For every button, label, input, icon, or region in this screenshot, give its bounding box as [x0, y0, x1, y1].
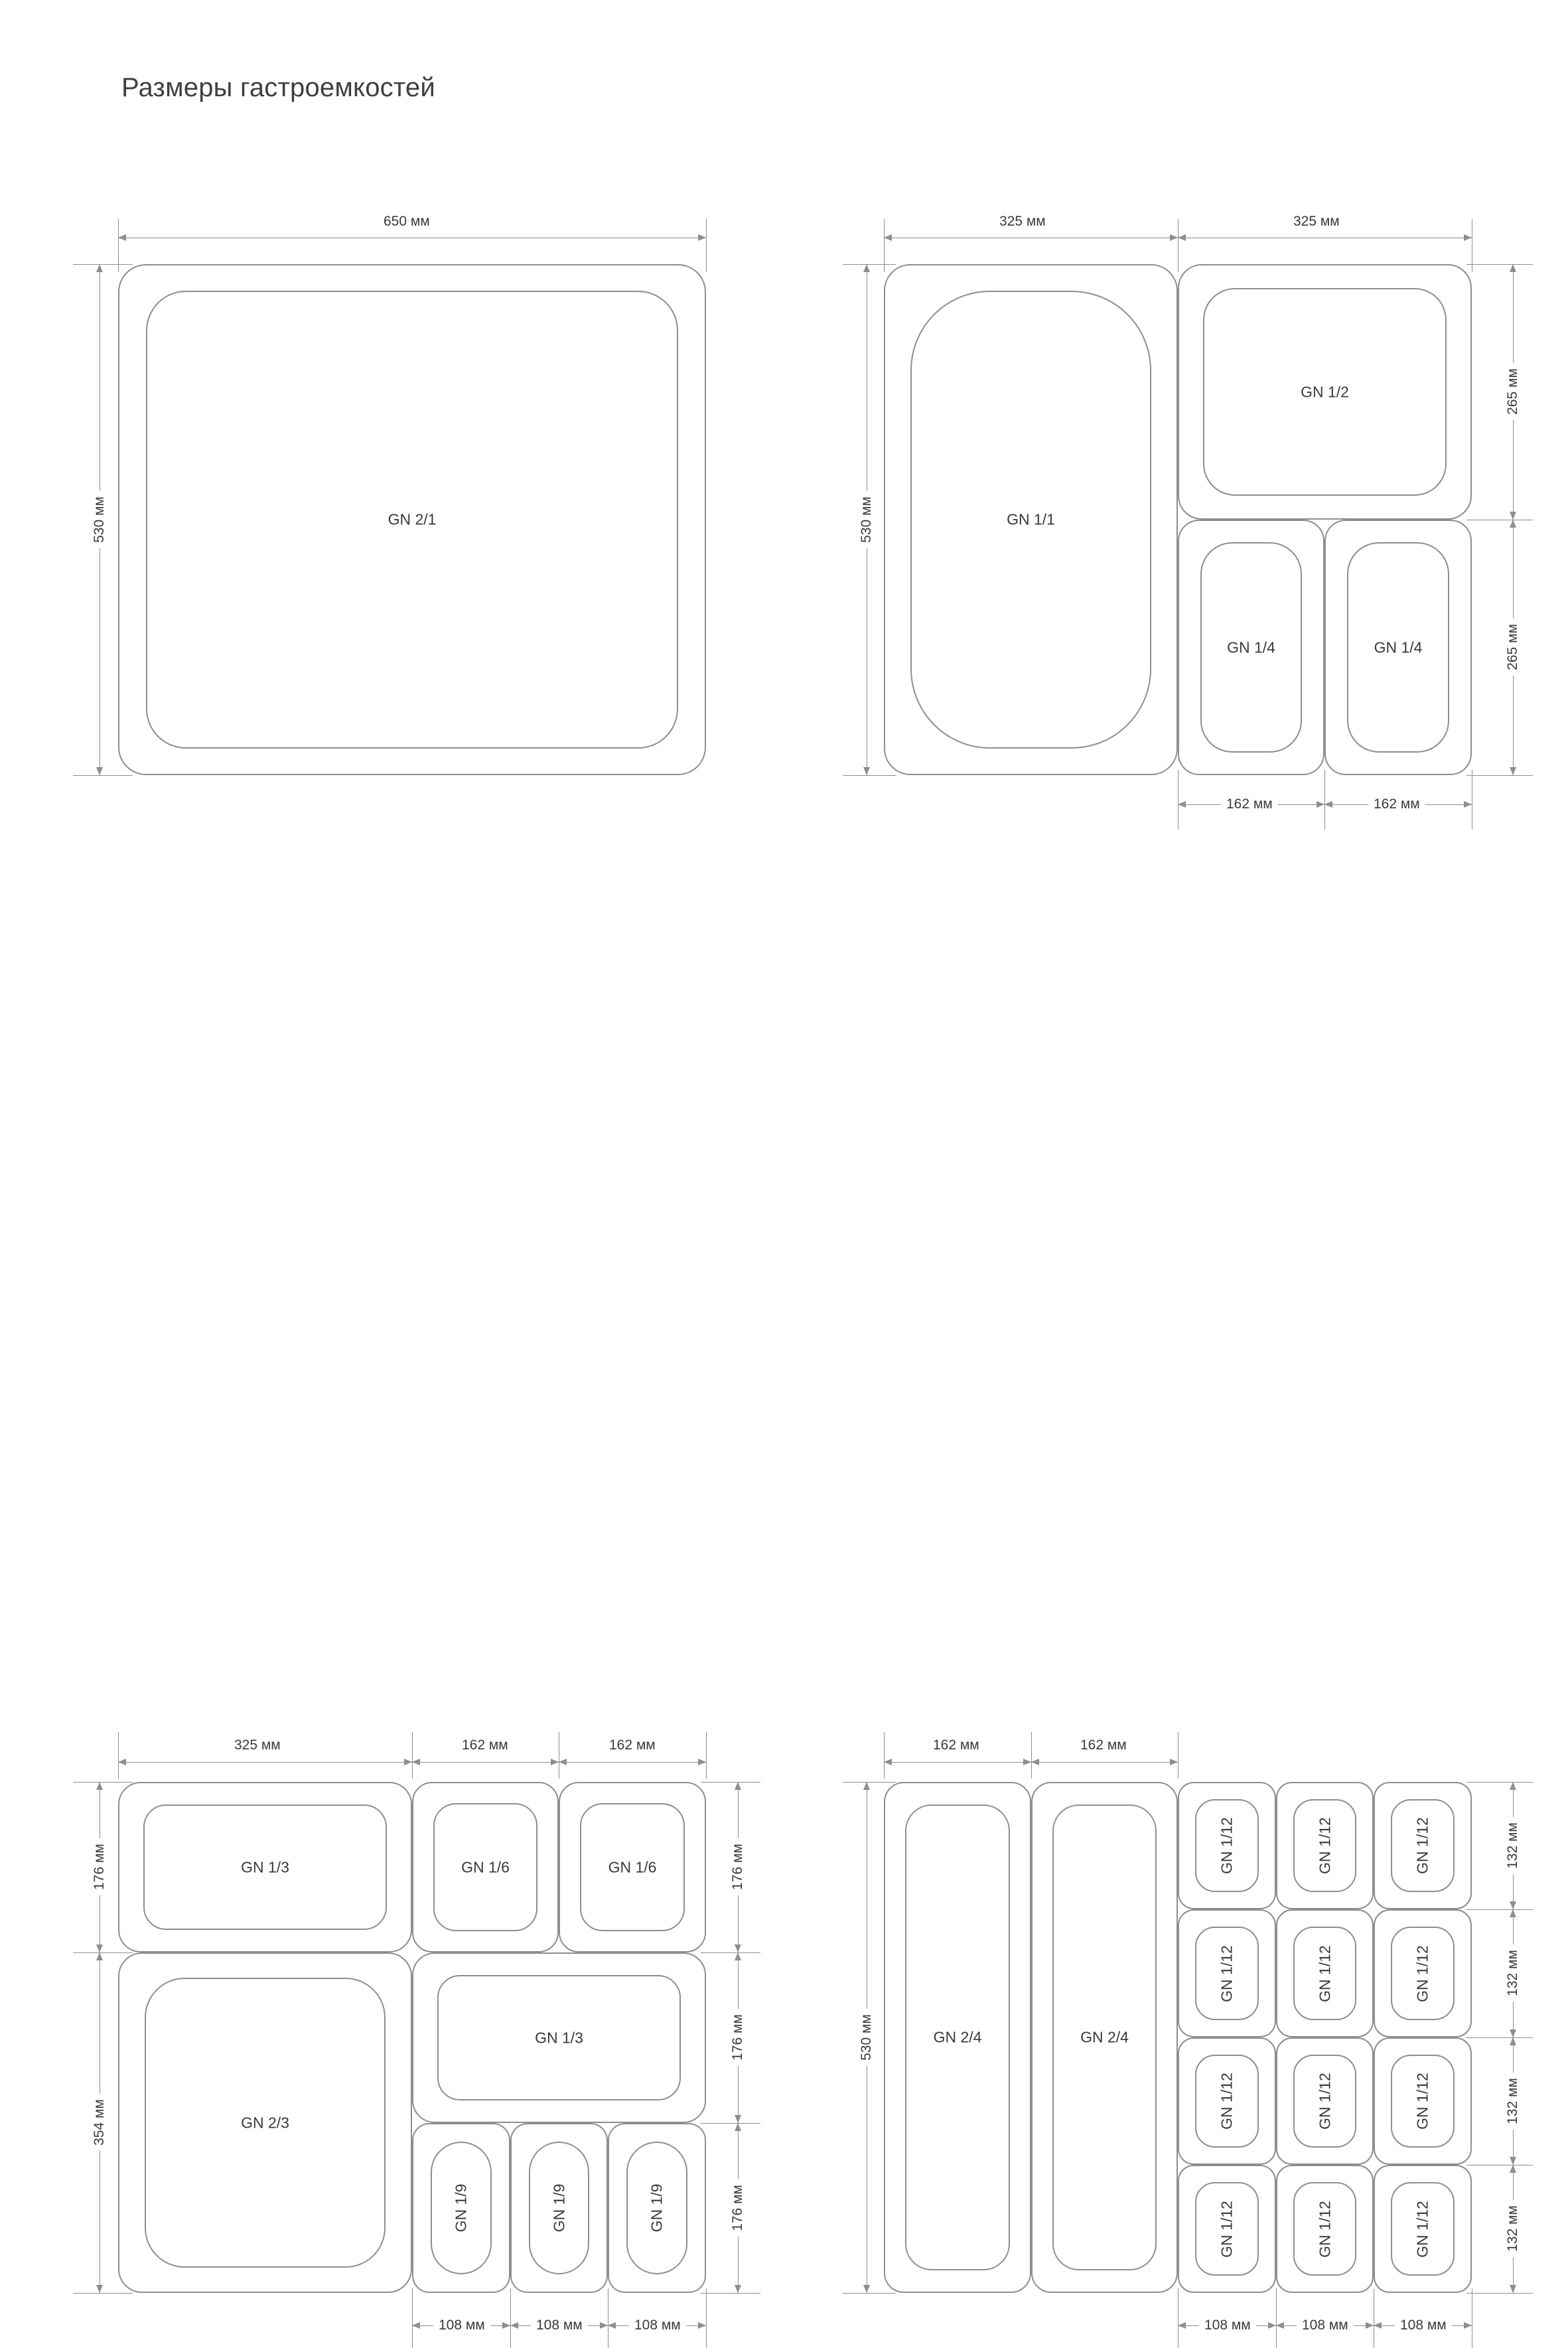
dim-arrow — [1510, 2157, 1516, 2165]
dim-arrow — [1276, 2322, 1284, 2329]
pan-label: GN 1/9 — [648, 2183, 666, 2233]
dim-arrow — [1510, 2165, 1516, 2173]
dim-tick — [843, 775, 896, 776]
dim-arrow — [1170, 234, 1178, 241]
pan-label: GN 2/4 — [1080, 2028, 1129, 2046]
panel-gn24 — [783, 849, 1568, 2333]
dim-arrow — [96, 767, 103, 775]
dim-arrow — [404, 1759, 412, 1765]
dim-arrow — [863, 2285, 870, 2293]
dim-arrow — [735, 2115, 741, 2123]
pan-label: GN 1/12 — [1316, 1944, 1333, 2002]
dim-arrow — [600, 2322, 608, 2329]
dim-bottom-1: 108 мм — [531, 2317, 588, 2333]
dim-arrow — [551, 1759, 559, 1765]
pan-label: GN 1/12 — [1218, 2200, 1236, 2258]
pan-label: GN 1/6 — [608, 1858, 657, 1875]
dim-line-top — [1031, 1762, 1178, 1763]
pan-label: GN 1/12 — [1413, 1944, 1431, 2002]
dim-line-top — [412, 1762, 559, 1763]
dim-arrow — [1374, 2322, 1382, 2329]
pan-gn-1-12[interactable] — [1276, 2165, 1374, 2293]
dim-left-1: 354 мм — [92, 2094, 107, 2151]
pan-label: GN 2/1 — [388, 510, 437, 528]
pan-label: GN 1/12 — [1413, 2073, 1431, 2130]
pan-label: GN 1/12 — [1218, 1944, 1236, 2002]
dim-tick — [73, 2293, 133, 2294]
dim-line-top — [884, 1762, 1031, 1763]
pan-label: GN 1/12 — [1413, 1817, 1431, 1874]
pan-label: GN 1/2 — [1301, 383, 1349, 400]
dim-arrow — [1170, 1759, 1178, 1765]
dim-right-0: 176 мм — [730, 1838, 746, 1895]
dim-arrow — [863, 767, 870, 775]
pan-gn-1-12[interactable] — [1276, 1909, 1374, 2037]
dim-arrow — [1510, 520, 1516, 528]
dim-tick — [73, 1952, 133, 1953]
dim-arrow — [412, 1759, 420, 1765]
pan-gn-1-9[interactable] — [608, 2123, 706, 2293]
pan-gn-2-4[interactable] — [884, 1782, 1031, 2293]
pan-gn-1-2[interactable] — [1178, 264, 1472, 520]
dim-tick — [884, 1732, 885, 1779]
dim-tick — [1466, 775, 1533, 776]
dim-arrow — [1023, 1759, 1031, 1765]
dim-bottom-0: 162 мм — [1221, 796, 1278, 812]
dim-arrow — [510, 2322, 518, 2329]
pan-gn-1-6[interactable] — [412, 1782, 559, 1952]
dim-right-1: 265 мм — [1505, 619, 1521, 676]
pan-label: GN 1/12 — [1218, 2073, 1236, 2130]
dim-arrow — [1510, 2029, 1516, 2037]
dim-left-0: 530 мм — [92, 491, 107, 548]
dim-line-top — [559, 1762, 706, 1763]
dim-top-0: 325 мм — [994, 214, 1051, 230]
dim-arrow — [735, 2123, 741, 2131]
dim-arrow — [735, 1952, 741, 1960]
dim-bottom-0: 108 мм — [1199, 2317, 1256, 2333]
pan-gn-1-9[interactable] — [510, 2123, 608, 2293]
dim-left-0: 530 мм — [859, 491, 875, 548]
pan-gn-1-12[interactable] — [1178, 2165, 1276, 2293]
dim-top-0: 162 мм — [928, 1737, 985, 1753]
dim-arrow — [863, 1782, 870, 1790]
dim-arrow — [96, 264, 103, 272]
dim-arrow — [118, 1759, 126, 1765]
pan-label: GN 2/4 — [933, 2028, 982, 2046]
dim-bottom-2: 108 мм — [629, 2317, 686, 2333]
dim-arrow — [1510, 767, 1516, 775]
dim-arrow — [863, 264, 870, 272]
dim-tick — [706, 2288, 707, 2348]
dim-tick — [706, 219, 707, 272]
dim-arrow — [1510, 264, 1516, 272]
dim-tick — [1466, 2293, 1533, 2294]
pan-gn-1-3[interactable] — [118, 1782, 412, 1952]
pan-gn-1-4[interactable] — [1178, 520, 1324, 775]
pan-gn-2-3[interactable] — [118, 1952, 412, 2293]
dim-arrow — [1366, 2322, 1374, 2329]
dim-arrow — [1510, 2037, 1516, 2045]
pan-gn-1-12[interactable] — [1178, 2037, 1276, 2165]
dim-arrow — [1268, 2322, 1276, 2329]
dim-arrow — [608, 2322, 616, 2329]
dim-tick — [701, 2123, 760, 2124]
panel-gn11 — [783, 0, 1568, 849]
pan-gn-2-1[interactable] — [118, 264, 706, 775]
dim-tick — [1466, 2037, 1533, 2038]
dim-arrow — [698, 1759, 706, 1765]
dim-right-0: 132 мм — [1505, 1817, 1521, 1874]
dim-arrow — [1464, 801, 1472, 808]
pan-label: GN 1/12 — [1316, 2200, 1333, 2258]
pan-gn-1-12[interactable] — [1276, 1782, 1374, 1909]
dim-top-0: 325 мм — [229, 1737, 286, 1753]
pan-gn-1-12[interactable] — [1374, 1909, 1472, 2037]
dim-tick — [1276, 2288, 1277, 2348]
dim-tick — [412, 1732, 413, 1779]
dim-tick — [1466, 1909, 1533, 1910]
dim-right-1: 132 мм — [1505, 1944, 1521, 2002]
dim-arrow — [118, 234, 126, 241]
dim-tick — [706, 1732, 707, 1779]
dim-arrow — [735, 2285, 741, 2293]
dim-tick — [73, 1782, 133, 1783]
dim-tick — [73, 264, 133, 265]
dim-arrow — [1510, 1901, 1516, 1909]
dim-tick — [1466, 1782, 1533, 1783]
dim-arrow — [698, 234, 706, 241]
dim-tick — [510, 2288, 511, 2348]
dim-tick — [701, 2293, 760, 2294]
dim-tick — [701, 1952, 760, 1953]
pan-gn-1-12[interactable] — [1374, 2037, 1472, 2165]
pan-label: GN 1/12 — [1218, 1817, 1236, 1874]
pan-label: GN 1/4 — [1374, 638, 1423, 656]
pan-label: GN 1/1 — [1007, 510, 1055, 528]
pan-label: GN 1/3 — [535, 2029, 583, 2046]
pan-gn-1-1[interactable] — [884, 264, 1178, 775]
dim-top-0: 650 мм — [378, 214, 435, 230]
dim-arrow — [1510, 1782, 1516, 1790]
dim-arrow — [1178, 2322, 1186, 2329]
dim-right-2: 132 мм — [1505, 2073, 1521, 2130]
pan-gn-1-12[interactable] — [1178, 1909, 1276, 2037]
dim-bottom-1: 162 мм — [1368, 796, 1425, 812]
dim-left-0: 176 мм — [92, 1838, 107, 1895]
dim-arrow — [1510, 512, 1516, 520]
dim-top-1: 162 мм — [457, 1737, 514, 1753]
pan-label: GN 1/3 — [241, 1858, 289, 1875]
pan-label: GN 1/6 — [461, 1858, 510, 1875]
dim-tick — [118, 1732, 119, 1779]
dim-arrow — [412, 2322, 420, 2329]
pan-label: GN 1/12 — [1316, 1817, 1333, 1874]
dim-arrow — [96, 1952, 103, 1960]
page-title: Размеры гастроемкостей — [121, 73, 435, 102]
pan-label: GN 1/4 — [1227, 638, 1275, 656]
pan-gn-1-9[interactable] — [412, 2123, 510, 2293]
pan-gn-1-12[interactable] — [1374, 1782, 1472, 1909]
pan-gn-1-6[interactable] — [559, 1782, 706, 1952]
dim-tick — [701, 1782, 760, 1783]
pan-gn-1-4[interactable] — [1324, 520, 1472, 775]
dim-tick — [412, 2288, 413, 2348]
dim-arrow — [1031, 1759, 1039, 1765]
dim-arrow — [1317, 801, 1324, 808]
dim-bottom-0: 108 мм — [433, 2317, 490, 2333]
panel-gn23 — [0, 849, 783, 2333]
dim-arrow — [698, 2322, 706, 2329]
dim-right-1: 176 мм — [730, 2009, 746, 2066]
dim-arrow — [1178, 234, 1186, 241]
dim-arrow — [1510, 2285, 1516, 2293]
dim-arrow — [502, 2322, 510, 2329]
dim-top-1: 325 мм — [1288, 214, 1345, 230]
pan-label: GN 2/3 — [241, 2114, 289, 2131]
pan-gn-1-12[interactable] — [1276, 2037, 1374, 2165]
pan-label: GN 1/9 — [550, 2183, 567, 2233]
dim-tick — [843, 2293, 896, 2294]
dim-bottom-2: 108 мм — [1395, 2317, 1452, 2333]
dim-tick — [1466, 264, 1533, 265]
dim-arrow — [1464, 234, 1472, 241]
dim-tick — [1031, 1732, 1032, 1779]
dim-arrow — [884, 234, 892, 241]
dim-arrow — [1178, 801, 1186, 808]
dim-arrow — [559, 1759, 567, 1765]
dim-arrow — [96, 2285, 103, 2293]
dim-arrow — [735, 1782, 741, 1790]
dim-tick — [73, 775, 133, 776]
dim-arrow — [735, 1944, 741, 1952]
dim-line-top — [118, 1762, 412, 1763]
pan-gn-1-12[interactable] — [1178, 1782, 1276, 1909]
dim-arrow — [1510, 1909, 1516, 1917]
dim-top-2: 162 мм — [604, 1737, 661, 1753]
dim-left-0: 530 мм — [859, 2009, 875, 2066]
dim-arrow — [1464, 2322, 1472, 2329]
pan-label: GN 1/12 — [1316, 2073, 1333, 2130]
panel-gn21 — [0, 0, 783, 849]
dim-right-3: 132 мм — [1505, 2200, 1521, 2257]
pan-gn-1-3[interactable] — [412, 1952, 706, 2123]
pan-label: GN 1/12 — [1413, 2200, 1431, 2258]
dim-tick — [1324, 770, 1325, 830]
dim-right-2: 176 мм — [730, 2179, 746, 2237]
dim-arrow — [884, 1759, 892, 1765]
dim-top-1: 162 мм — [1075, 1737, 1132, 1753]
pan-label: GN 1/9 — [452, 2183, 470, 2233]
dim-bottom-1: 108 мм — [1297, 2317, 1354, 2333]
pan-gn-2-4[interactable] — [1031, 1782, 1178, 2293]
dim-right-0: 265 мм — [1505, 363, 1521, 420]
dim-arrow — [96, 1782, 103, 1790]
pan-gn-1-12[interactable] — [1374, 2165, 1472, 2293]
dim-arrow — [1324, 801, 1332, 808]
dim-arrow — [96, 1944, 103, 1952]
